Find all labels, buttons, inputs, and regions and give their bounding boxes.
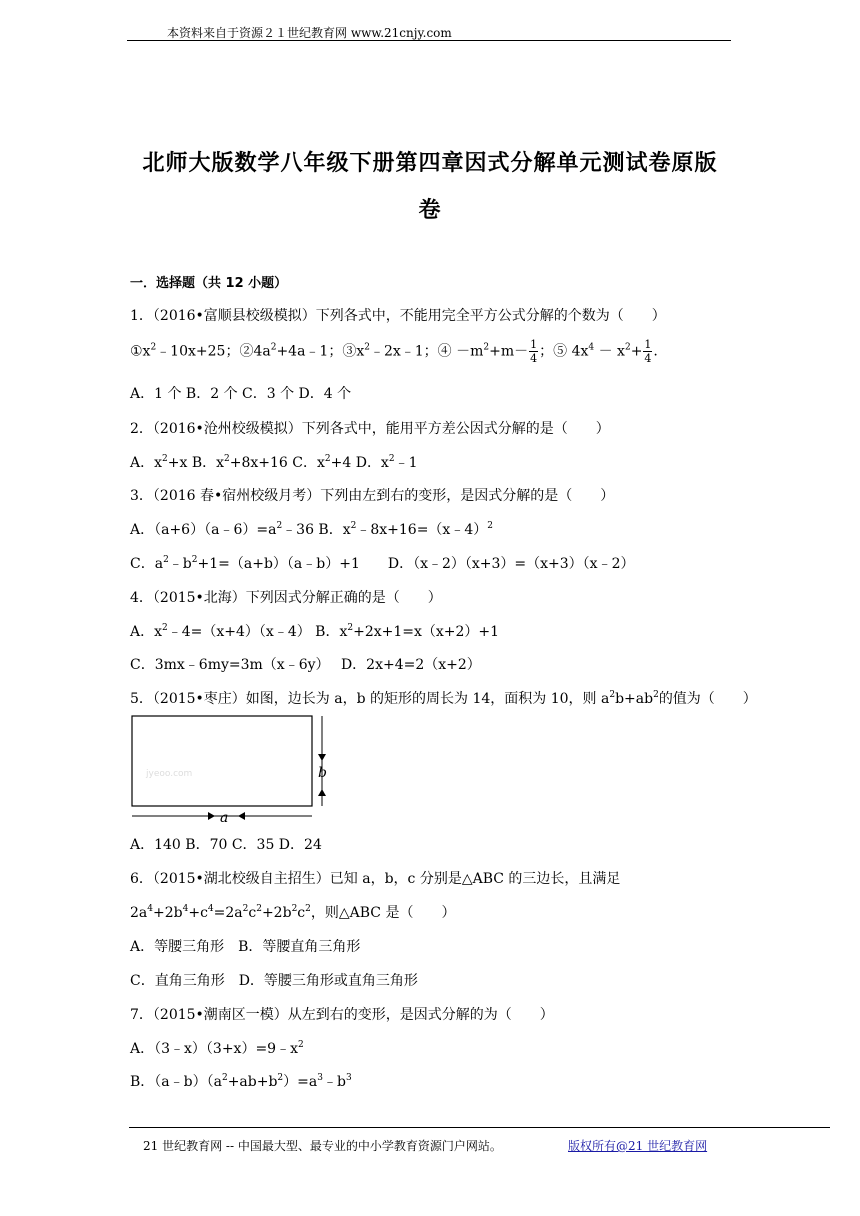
arrow-down-icon [318,754,326,761]
header-text: 本资料来自于资源２１世纪教育网 www.21cnjy.com [167,26,452,40]
arrow-left-icon [238,812,245,820]
q5-stem: 5．（2015•枣庄）如图，边长为 a，b 的矩形的周长为 14，面积为 10，则 $a^2b+ab^2$的值为（ ） [130,690,757,707]
q7-option-b: B．$(a﹣b)(a^2+ab+b^2)=a^3﹣b^3$ [130,1073,352,1090]
q1-expressions: $①x^2﹣10x+25$；$②4a^2+4a﹣1$；$③x^2﹣2x﹣1$；④ $-m^2+m-$ $\frac{1}{4}$ ；⑤ $4x^4 - x^2+$ $\frac{1}{4}$ . [130,338,658,365]
rectangle [132,716,312,806]
q3-stem: 3．（2016 春•宿州校级月考）下列由左到右的变形，是因式分解的是（ ） [130,488,615,504]
q3-options-ab: A．$(a+6)(a﹣6)=a^2﹣36$ B．$x^2﹣8x+16=(x﹣4)^2$ [130,521,493,538]
q1-stem: 1．（2016•富顺县校级模拟）下列各式中，不能用完全平方公式分解的个数为（ ） [130,308,666,324]
q6-stem: 6．（2015•湖北校级自主招生）已知 a，b，c 分别是△ABC 的三边长，且满足 [130,871,621,887]
document-title-line1: 北师大版数学八年级下册第四章因式分解单元测试卷原版 [142,151,718,176]
arrow-right-icon [208,812,215,820]
q6-options-cd: C．直角三角形 D．等腰三角形或直角三角形 [130,973,418,989]
page-header [127,18,731,41]
q3-options-cd: C．$a^2﹣b^2+1=(a+b)(a﹣b)+1$ D．（x﹣2）（x+3）=（x+3）（x﹣2） [130,555,635,572]
footer-text: 21 世纪教育网 -- 中国最大型、最专业的中小学教育资源门户网站。 [143,1139,502,1153]
label-a: a [220,810,229,826]
label-b: b [318,765,327,781]
q4-stem: 4．（2015•北海）下列因式分解正确的是（ ） [130,590,442,606]
q2-options: A．$x^2+x$ B．$x^2+8x+16$ C．$x^2+4$ D．$x^2﹣1$ [130,454,418,471]
copyright-link[interactable]: 版权所有@21 世纪教育网 [568,1139,708,1153]
watermark-text: jyeoo.com [146,769,193,779]
q2-stem: 2．（2016•沧州校级模拟）下列各式中，能用平方差公因式分解的是（ ） [130,421,610,437]
q4-options-cd: C．3mx﹣6my=3m（x﹣6y） D．2x+4=2（x+2） [130,657,481,673]
q6-equation: $2a^4+2b^4+c^4=2a^2c^2+2b^2c^2$，则△ABC 是（ ） [130,904,456,921]
document-title-line2: 卷 [418,198,442,223]
q1-options: A．1 个 B．2 个 C．3 个 D．4 个 [130,386,352,402]
q5-options: A．140 B．70 C．35 D．24 [130,837,322,853]
q4-options-ab: A．$x^2﹣4=(x+4)(x﹣4)$ B．$x^2+2x+1=x(x+2)+1$ [130,623,500,640]
footer-divider [129,1127,830,1128]
rectangle-figure [130,714,340,830]
arrow-up-icon [318,789,326,796]
q7-stem: 7．（2015•潮南区一模）从左到右的变形，是因式分解的为（ ） [130,1007,554,1023]
section-heading: 一．选择题（共 12 小题） [130,276,288,291]
q6-options-ab: A．等腰三角形 B．等腰直角三角形 [130,939,361,955]
fraction-one-quarter: $\frac{1}{4}$ [644,338,652,365]
q7-option-a: A．$(3﹣x)(3+x)=9﹣x^2$ [130,1040,304,1057]
fraction-one-quarter: $\frac{1}{4}$ [530,338,538,365]
